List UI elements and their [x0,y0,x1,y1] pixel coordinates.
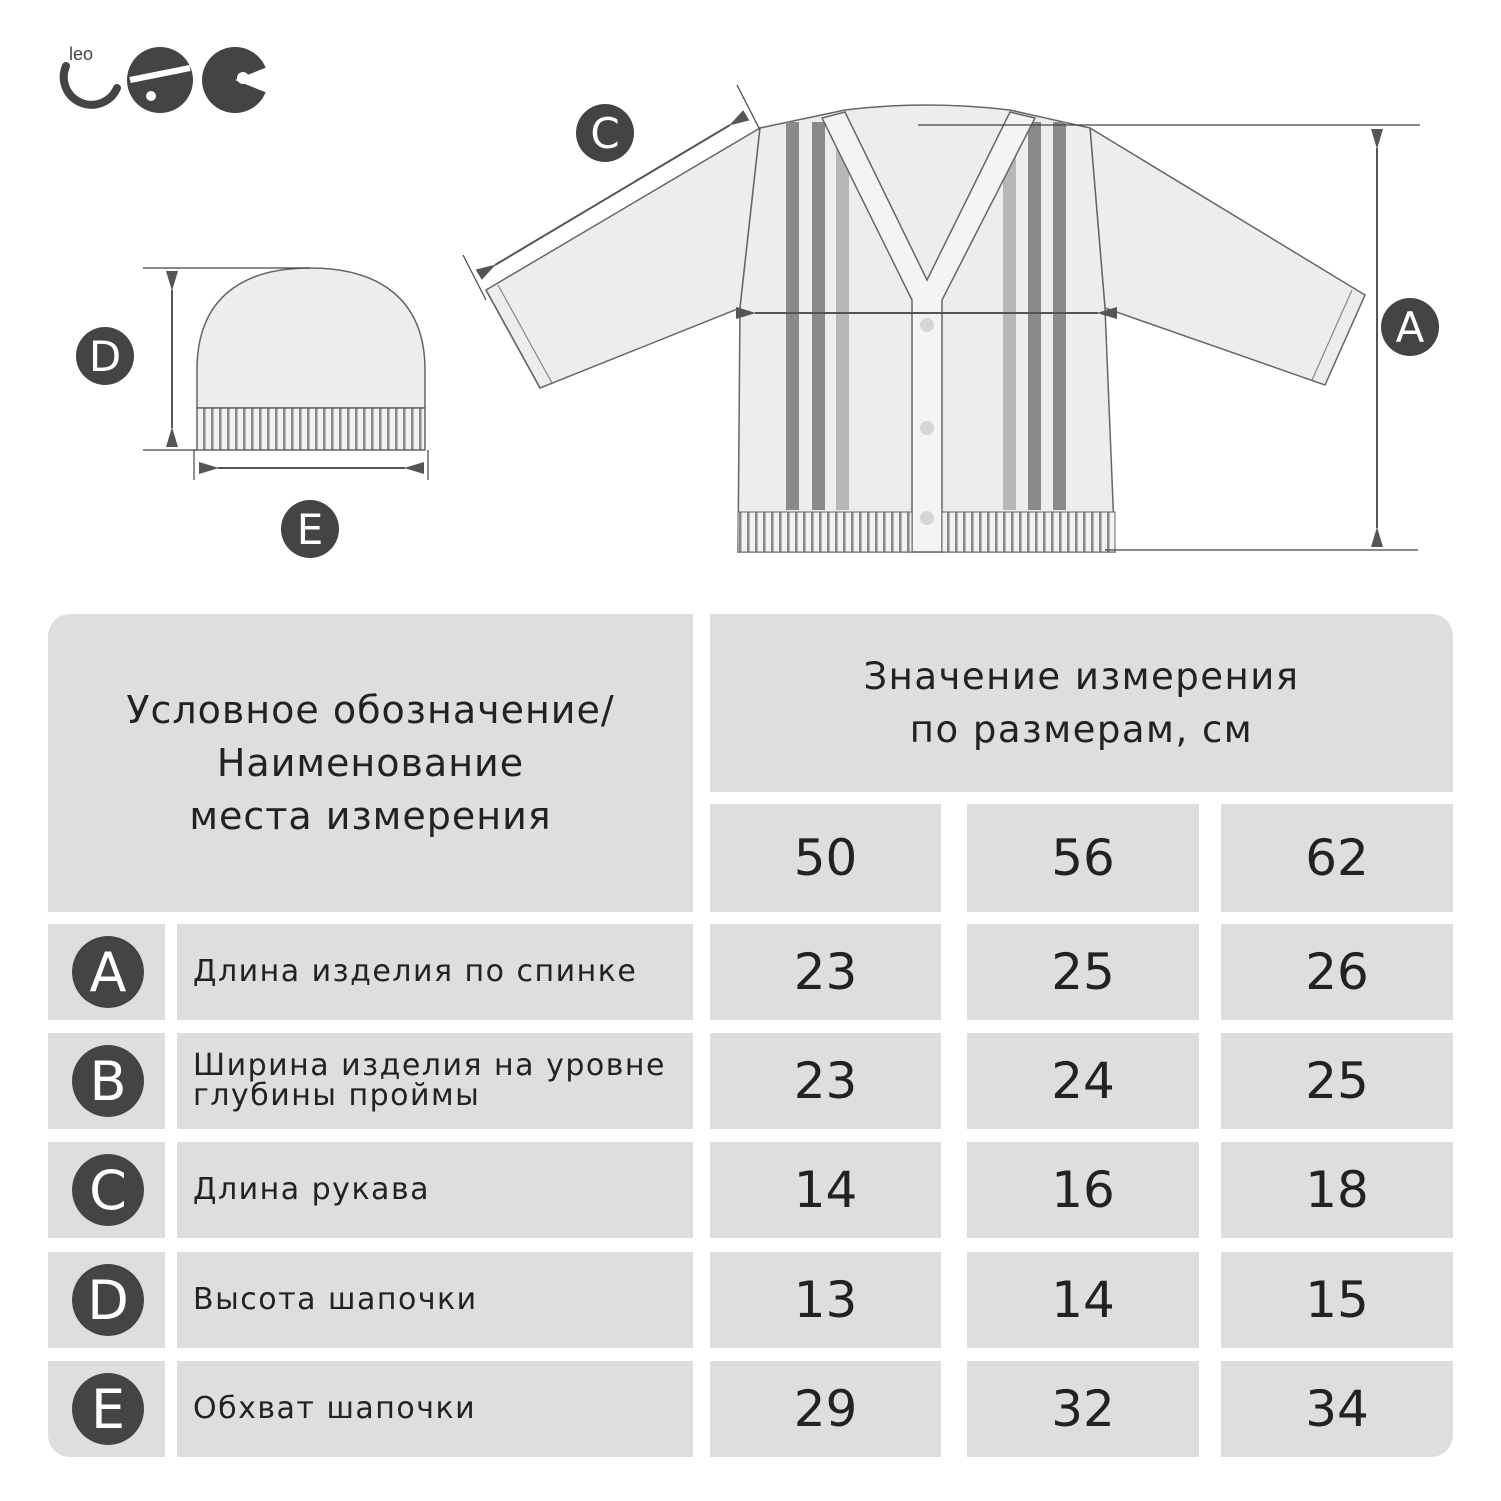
row-e-value-56: 32 [967,1361,1199,1457]
row-c-name: Длина рукава [177,1142,693,1238]
diagram-label-d: D [76,327,134,385]
header-left-line-1: Условное обозначение/ [126,687,615,732]
size-62: 62 [1221,804,1453,912]
row-d-value-62: 15 [1221,1252,1453,1348]
diagram-label-c: C [576,104,634,162]
logo-text: leo [69,44,94,64]
row-d-value-56: 14 [967,1252,1199,1348]
row-e-value-62: 34 [1221,1361,1453,1457]
row-b-value-50: 23 [710,1033,941,1129]
row-c-badge: C [72,1154,144,1226]
header-left-line-3: места измерения [189,793,552,838]
header-values [710,614,1453,792]
row-a-value-50: 23 [710,924,941,1020]
row-c-value-50: 14 [710,1142,941,1238]
header-designation [48,614,693,912]
row-b-value-62: 25 [1221,1033,1453,1129]
row-b-name-line-2: глубины проймы [193,1078,481,1113]
row-d-letter-cell [48,1252,165,1348]
garment-diagram [0,0,1501,600]
row-e-value-50: 29 [710,1361,941,1457]
header-left-line-2: Наименование [216,740,525,785]
row-e-name: Обхват шапочки [177,1361,693,1457]
row-e-letter-cell [48,1361,165,1457]
row-a-value-62: 26 [1221,924,1453,1020]
diagram-label-e: E [281,500,339,558]
row-b-name-line-1: Ширина изделия на уровне [193,1048,666,1083]
row-c-value-62: 18 [1221,1142,1453,1238]
row-e-badge: E [72,1373,144,1445]
row-a-letter-cell [48,924,165,1020]
row-c-value-56: 16 [967,1142,1199,1238]
row-a-badge: A [72,936,144,1008]
size-56: 56 [967,804,1199,912]
header-right-line-1: Значение измерения [863,655,1300,698]
row-d-badge: D [72,1264,144,1336]
row-a-name: Длина изделия по спинке [177,924,693,1020]
hat-drawing [143,268,428,480]
row-b-letter-cell [48,1033,165,1129]
row-c-letter-cell [48,1142,165,1238]
row-b-badge: B [72,1045,144,1117]
diagram-label-a: A [1381,298,1439,356]
row-a-value-56: 25 [967,924,1199,1020]
row-b-name [177,1033,693,1129]
row-d-name: Высота шапочки [177,1252,693,1348]
header-right-line-2: по размерам, см [909,708,1254,751]
row-b-value-56: 24 [967,1033,1199,1129]
row-d-value-50: 13 [710,1252,941,1348]
size-50: 50 [710,804,941,912]
